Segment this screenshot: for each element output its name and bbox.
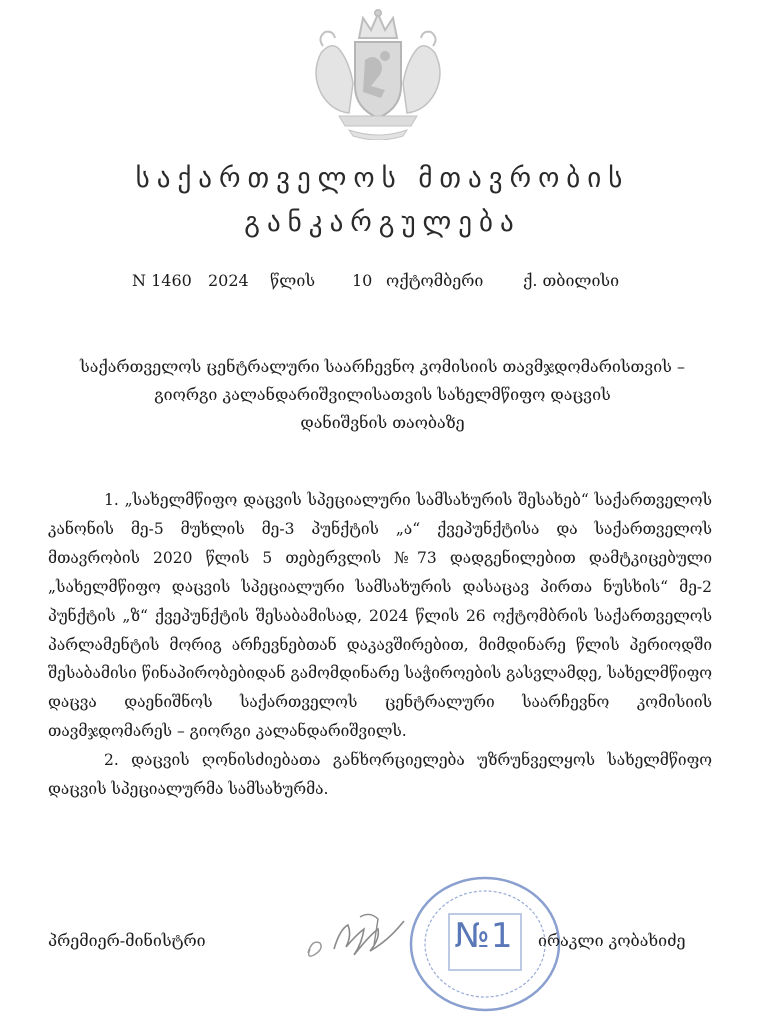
document-body <box>48 486 712 804</box>
document-number: N 1460 <box>132 271 192 290</box>
document-city: ქ. თბილისი <box>523 271 620 290</box>
signatory-name: ირაკლი კობახიძე <box>538 931 686 950</box>
signatory-title: პრემიერ-მინისტრი <box>48 931 206 950</box>
document-month: ოქტომბერი <box>386 271 484 290</box>
handwritten-signature <box>300 905 430 975</box>
subject-line2: გიორგი კალანდარიშვილისათვის სახელმწიფო დაცვის <box>154 385 611 404</box>
document-header-line1: საქართველოს მთავრობის <box>135 163 630 194</box>
document-header-line2: განკარგულება <box>244 207 521 238</box>
paragraph-2: 2. დაცვის ღონისძიებათა განხორციელება უზრუნველყოს სახელმწიფო დაცვის სპეციალურმა სამსახურმა. <box>48 751 712 799</box>
document-year: 2024 <box>208 271 249 290</box>
stamp-number: №1 <box>454 916 514 956</box>
subject-line1: საქართველოს ცენტრალური საარჩევნო კომისიის თავმჯდომარისთვის – <box>80 357 685 376</box>
coat-of-arms-emblem <box>303 8 453 140</box>
subject-line3: დანიშვნის თაობაზე <box>300 413 465 432</box>
document-meta <box>0 271 765 295</box>
year-word: წლის <box>270 271 316 290</box>
document-subject <box>60 353 705 437</box>
document-day: 10 <box>352 271 373 290</box>
paragraph-1: 1. „სახელმწიფო დაცვის სპეციალური სამსახურის შესახებ“ საქართველოს კანონის მე-5 მუხლის მე-3 პუნქტის „ა“ ქვეპუნქტისა და საქართველოს მთავრობის 2020 წლის 5 თებერვლის №73 დადგენილებით დამტკიცებული „სახელმწიფო დაცვის სპეციალური სამსახურის დასაცავ პირთა ნუსხის“ მე-2 პუნქტის „ზ“ ქვეპუნქტის შესაბამისად, 2024 წლის 26 ოქტომბრის საქართველოს პარლამენტის მორიგ არჩევნებთან დაკავშირებით, მიმდინარე წლის პერიოდში შესაბამისი წინაპირობებიდან გამომდინარე საჭიროების გასვლამდე, სახელმწიფო დაცვა დაენიშნოს საქართველოს ცენტრალური საარჩევნო კომისიის თავმჯდომარეს – გიორგი კალანდარიშვილს. <box>48 491 712 741</box>
